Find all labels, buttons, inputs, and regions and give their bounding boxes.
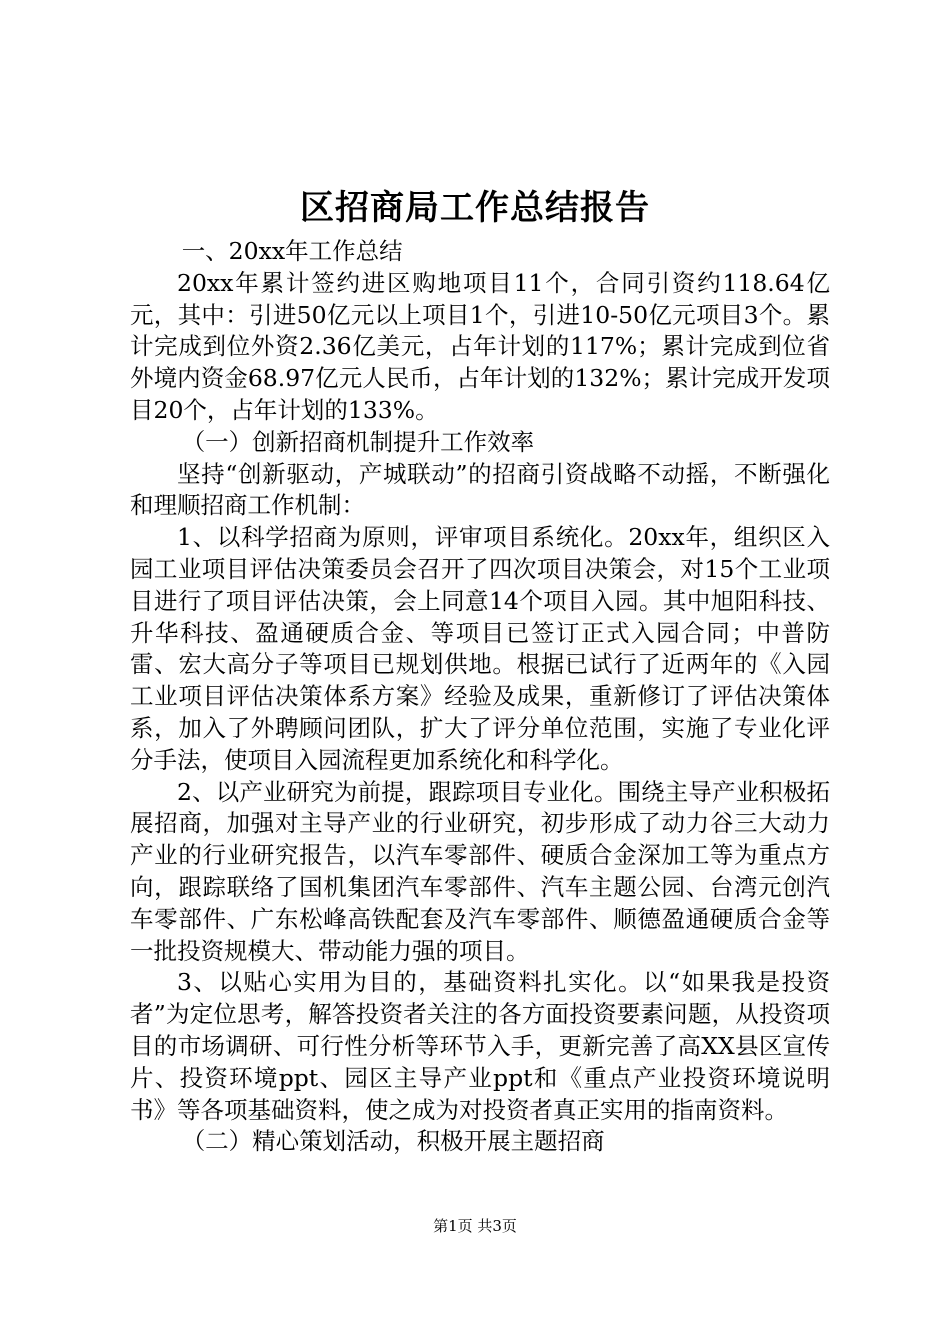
paragraph-item-1: 1、以科学招商为原则，评审项目系统化。20xx年，组织区入园工业项目评估决策委员会召开了四次项目决策会，对15个工业项目进行了项目评估决策，会上同意14个项目入园。其中旭阳科技、升华科技、盈通硬质合金、等项目已签订正式入园合同；中普防雷、宏大高分子等项目已规划供地。根据已试行了近两年的《入园工业项目评估决策体系方案》经验及成果，重新修订了评估决策体系，加入了外聘顾问团队，扩大了评分单位范围，实施了专业化评分手法，使项目入园流程更加系统化和科学化。	[130, 523, 830, 774]
page-number-footer: 第1页 共3页	[433, 1217, 517, 1235]
section-heading-mechanism: （一）创新招商机制提升工作效率	[181, 427, 535, 456]
section-heading-summary: 一、20xx年工作总结	[181, 237, 403, 265]
paragraph-item-3: 3、以贴心实用为目的，基础资料扎实化。以“如果我是投资者”为定位思考，解答投资者关注的各方面投资要素问题，从投资项目的市场调研、可行性分析等环节入手，更新完善了高XX县区宣传片、投资环境ppt、园区主导产业ppt和《重点产业投资环境说明书》等各项基础资料，使之成为对投资者真正实用的指南资料。	[130, 968, 830, 1124]
paragraph-overview: 20xx年累计签约进区购地项目11个，合同引资约118.64亿元，其中：引进50亿元以上项目1个，引进10-50亿元项目3个。累计完成到位外资2.36亿美元，占年计划的117%；累计完成到位省外境内资金68.97亿元人民币，占年计划的132%；累计完成开发项目20个，占年计划的133%。	[130, 268, 830, 424]
paragraph-item-2: 2、以产业研究为前提，跟踪项目专业化。围绕主导产业积极拓展招商，加强对主导产业的行业研究，初步形成了动力谷三大动力产业的行业研究报告，以汽车零部件、硬质合金深加工等为重点方向，跟踪联络了国机集团汽车零部件、汽车主题公园、台湾元创汽车零部件、广东松峰高铁配套及汽车零部件、顺德盈通硬质合金等一批投资规模大、带动能力强的项目。	[130, 777, 830, 965]
section-heading-activities: （二）精心策划活动，积极开展主题招商	[181, 1127, 605, 1156]
document-title: 区招商局工作总结报告	[300, 188, 650, 228]
document-body	[130, 236, 830, 1158]
paragraph-strategy: 坚持“创新驱动，产城联动”的招商引资战略不动摇，不断强化和理顺招商工作机制：	[130, 459, 830, 520]
